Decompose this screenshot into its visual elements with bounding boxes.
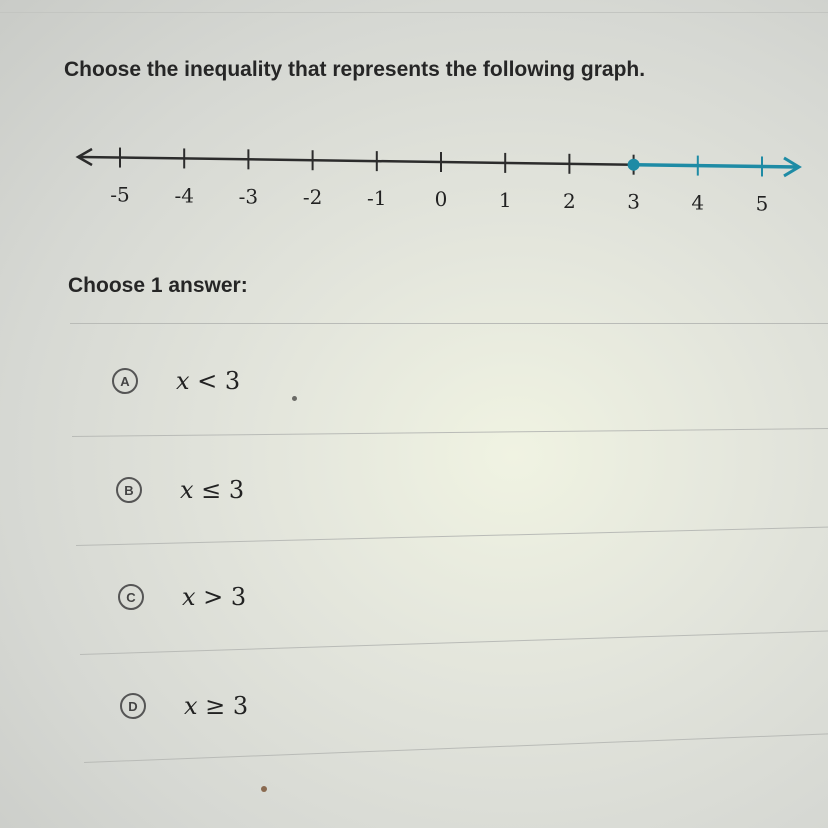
- tick-label: -4: [174, 183, 194, 208]
- choice-a[interactable]: [112, 367, 240, 395]
- tick-label: 1: [498, 187, 512, 212]
- choice-b[interactable]: [116, 476, 244, 504]
- choice-expression-d: x ≥ 3: [184, 692, 249, 720]
- tick-label: 5: [755, 191, 769, 216]
- question-text: Choose the inequality that represents the following graph.: [64, 58, 646, 81]
- axis-line: [80, 157, 634, 165]
- screen-speck: [292, 396, 297, 401]
- choice-expression-b: x ≤ 3: [180, 476, 245, 504]
- closed-point: [628, 159, 640, 171]
- screen-speck: [261, 786, 267, 792]
- divider: [84, 733, 828, 763]
- divider: [80, 630, 828, 655]
- choice-letter-a: A: [112, 368, 138, 394]
- tick-label: -5: [110, 182, 130, 207]
- choice-letter-b: B: [116, 477, 142, 503]
- tick-label: 4: [691, 190, 705, 215]
- choice-expression-c: x > 3: [182, 583, 247, 611]
- choice-expression-a: x < 3: [176, 367, 241, 395]
- tick-label: 0: [434, 187, 448, 212]
- tick-label: -1: [367, 186, 387, 211]
- number-line-graph: [0, 130, 828, 220]
- tick-label: -2: [302, 185, 323, 210]
- choice-letter-d: D: [120, 693, 146, 719]
- tick-label: -3: [238, 184, 259, 209]
- choice-c[interactable]: [118, 583, 246, 611]
- top-divider: [0, 12, 828, 13]
- answer-prompt: Choose 1 answer:: [68, 274, 248, 297]
- divider: [76, 527, 828, 546]
- divider: [70, 323, 828, 324]
- choice-letter-c: C: [118, 584, 144, 610]
- tick-label: 2: [563, 188, 576, 213]
- divider: [72, 428, 828, 437]
- tick-label: 3: [627, 189, 640, 214]
- choice-d[interactable]: [120, 692, 248, 720]
- solution-ray: [634, 165, 798, 167]
